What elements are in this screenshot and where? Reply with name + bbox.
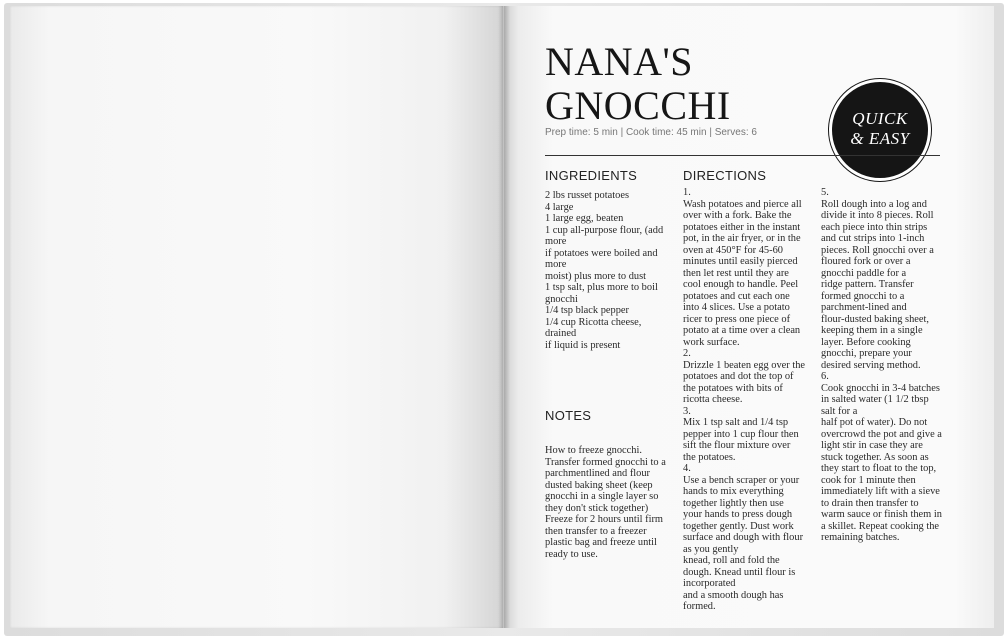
title-line-1: NANA'S [545,39,693,84]
direction-line: Roll dough into a log and [821,198,927,210]
title-divider [545,155,940,156]
notes-text [545,445,675,560]
direction-line: ricotta cheese. [683,394,743,405]
direction-line: each piece into thin strips [821,221,928,233]
ingredient-line: 1 cup all-purpose flour, (add [545,224,664,236]
ingredients-list [545,190,675,351]
direction-line: hands to mix everything [683,486,784,497]
ingredient-line: 1/4 tsp black pepper [545,305,629,316]
notes-line: then transfer to a freezer [545,525,647,537]
notes-heading: NOTES [545,408,592,423]
directions-heading: DIRECTIONS [683,168,767,183]
direction-line: overcrowd the pot and give a [821,428,942,440]
direction-line: salt for a [821,405,858,417]
direction-line: 4. [683,463,691,474]
direction-line: stuck together. As soon as [821,451,929,463]
direction-line: 6. [821,371,829,382]
ingredient-line: if potatoes were boiled and [545,247,658,259]
direction-line: ricer to press one piece of [683,313,791,325]
direction-line: gnocchi, prepare your [821,348,912,359]
direction-line: Mix 1 tsp salt and 1/4 tsp [683,417,789,428]
direction-line: pieces. Roll gnocchi over a [821,244,934,256]
direction-line: dough. Knead until flour is [683,566,796,578]
direction-line: Wash potatoes and pierce all [683,198,802,210]
directions-column-1 [683,187,813,613]
direction-line: Drizzle 1 beaten egg over the [683,359,806,371]
direction-line: potatoes and cut each one [683,290,790,302]
ingredient-line: 1/4 cup Ricotta cheese, [545,316,642,328]
ingredients-heading: INGREDIENTS [545,168,638,183]
direction-line: to drain then transfer to [821,497,919,509]
direction-line: warm sauce or finish them in [821,509,942,520]
quick-easy-badge [832,82,928,178]
ingredient-line: 1 large egg, beaten [545,213,624,224]
direction-line: potato at a time over a clean [683,325,801,336]
badge-line-1: QUICK [852,109,908,128]
direction-line: potatoes and dot the top of [683,371,794,382]
recipe-meta: Prep time: 5 min | Cook time: 45 min | Serves: 6 [545,127,757,138]
direction-line: potatoes either in the instant [683,221,801,233]
direction-line: knead, roll and fold the [683,555,780,566]
directions-column-2 [821,187,946,544]
notes-line: dusted baking sheet (keep [545,479,653,491]
direction-line: your hands to press dough [683,509,793,520]
direction-line: surface and dough with flour [683,532,804,543]
direction-line: and a smooth dough has [683,589,784,601]
direction-line: sift the flour mixture over [683,440,791,451]
direction-line: flour-dusted baking sheet, [821,313,930,325]
direction-line: half pot of water). Do not [821,417,928,428]
direction-line: and cut strips into 1-inch [821,233,925,244]
direction-line: gnocchi paddle for a [821,267,907,279]
direction-line: as you gently [683,543,739,555]
ingredient-line: moist) plus more to dust [545,270,647,282]
ingredient-line: more [545,236,567,247]
notes-line: How to freeze gnocchi. [545,445,642,456]
direction-line: into 4 slices. Use a potato [683,302,790,313]
direction-line: Cook gnocchi in 3-4 batches [821,382,940,394]
direction-line: in salted water (1 1/2 tbsp [821,394,929,405]
ingredient-line: 1 tsp salt, plus more to boil [545,282,658,293]
direction-line: work surface. [683,336,740,348]
direction-line: 1. [683,187,691,198]
title-line-2: GNOCCHI [545,83,731,128]
direction-line: minutes until easily pierced [683,256,798,267]
badge-line-2: & EASY [850,129,910,148]
left-page-blank [10,6,503,628]
ingredient-line: drained [545,328,577,339]
direction-line: 2. [683,348,691,359]
direction-line: the potatoes. [683,451,736,463]
direction-line: oven at 450°F for 45-60 [683,244,783,256]
direction-line: then let rest until they are [683,267,789,279]
direction-line: over with a fork. Bake the [683,210,792,221]
direction-line: immediately lift with a sieve [821,486,940,497]
direction-line: keeping them in a single [821,325,923,336]
ingredient-line: 4 large [545,201,574,213]
ingredient-line: more [545,259,567,270]
direction-line: Use a bench scraper or your [683,474,800,486]
direction-line: layer. Before cooking [821,336,911,348]
notes-line: gnocchi in a single layer so [545,491,659,502]
direction-line: they start to float to the top, [821,463,937,474]
direction-line: a skillet. Repeat cooking the [821,520,940,532]
notes-line: Transfer formed gnocchi to a [545,456,666,468]
direction-line: divide it into 8 pieces. Roll [821,210,934,221]
direction-line: incorporated [683,578,736,589]
ingredient-line: if liquid is present [545,339,621,351]
notes-line: parchmentlined and flour [545,468,651,479]
direction-line: desired serving method. [821,359,921,371]
notes-line: plastic bag and freeze until [545,537,657,548]
book-spine-gutter [498,6,510,628]
direction-line: pepper into 1 cup flour then [683,428,799,440]
direction-line: ridge pattern. Transfer [821,279,914,290]
ingredient-line: gnocchi [545,293,578,305]
direction-line: cook for 1 minute then [821,474,916,486]
direction-line: floured fork or over a [821,256,911,267]
ingredient-line: 2 lbs russet potatoes [545,190,629,201]
direction-line: pot, in the air fryer, or in the [683,233,801,244]
direction-line: parchment-lined and [821,302,907,313]
direction-line: together gently. Dust work [683,520,794,532]
direction-line: formed gnocchi to a [821,290,905,302]
direction-line: formed. [683,601,716,612]
direction-line: remaining batches. [821,532,900,543]
direction-line: the potatoes with bits of [683,382,783,394]
direction-line: 5. [821,187,829,198]
notes-line: they don't stick together) [545,502,649,514]
direction-line: 3. [683,405,691,417]
notes-line: Freeze for 2 hours until firm [545,514,664,525]
recipe-title [545,40,731,128]
direction-line: cool enough to handle. Peel [683,279,799,290]
direction-line: together lightly then use [683,497,784,509]
direction-line: light stir in case they are [821,440,923,451]
notes-line: ready to use. [545,548,598,560]
